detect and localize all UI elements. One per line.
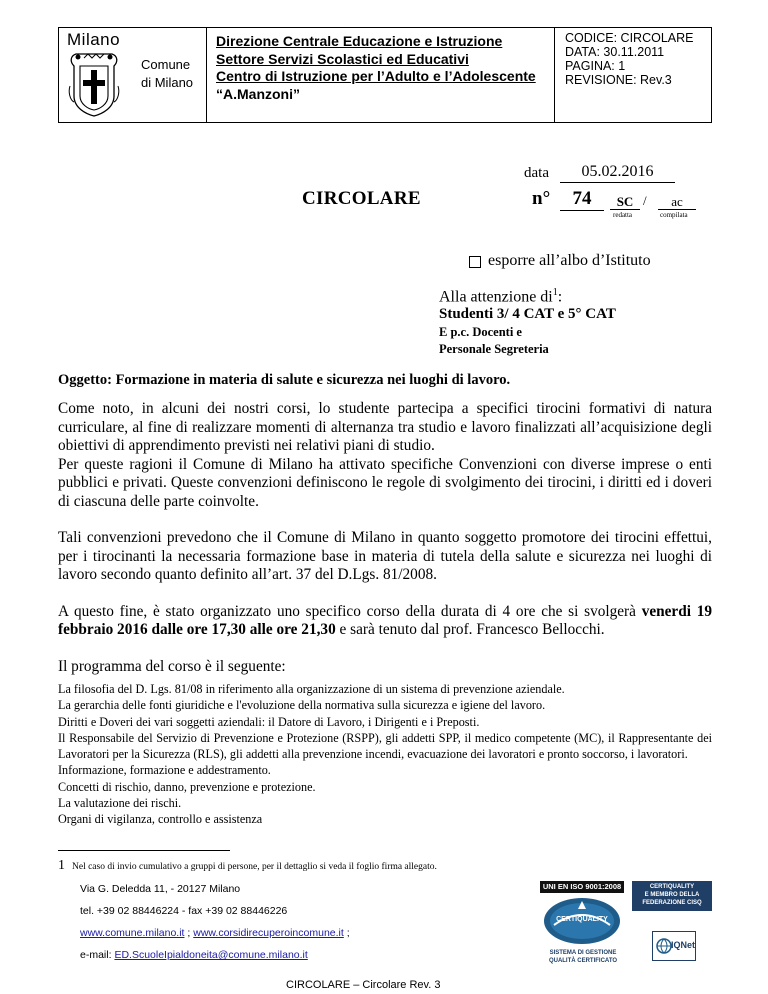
footnote-text: Nel caso di invio cumulativo a gruppi di persone, per il dettaglio si veda il foglio firma allegato. xyxy=(72,862,437,872)
footer-phone: tel. +39 02 88446224 - fax +39 02 88446226 xyxy=(80,905,288,917)
coat-of-arms-icon xyxy=(68,52,120,118)
course-date: venerdi 19 febbraio 2016 dalle ore 17,30 alle ore 21,30 xyxy=(58,602,713,638)
recipients-intro-colon: : xyxy=(557,288,563,306)
body-text xyxy=(58,400,712,676)
certification-logo xyxy=(540,881,712,978)
iqnet-globe-icon xyxy=(656,937,672,955)
org-line2: Settore Servizi Scolastici ed Educativi xyxy=(216,50,469,67)
comune-line2: di Milano xyxy=(141,75,194,90)
page-footer-label: CIRCOLARE – Circolare Rev. 3 xyxy=(286,979,441,991)
revisione-text: REVISIONE: Rev.3 xyxy=(565,73,672,87)
cert-sys-line1: SISTEMA DI GESTIONE xyxy=(549,950,617,956)
slash-separator: / xyxy=(643,193,647,208)
paragraph-4: Il programma del corso è il seguente: xyxy=(58,657,286,675)
codice-text: CODICE: CIRCOLARE xyxy=(565,31,694,45)
cert-name: CERTIQUALITY xyxy=(556,916,608,923)
number-value: 74 xyxy=(560,188,604,211)
programma-item: La filosofia del D. Lgs. 81/08 in riferimento alla organizzazione di un sistema di prevenzione aziendale. xyxy=(58,682,565,696)
compilata-value: ac xyxy=(658,194,696,210)
programma-list xyxy=(58,681,712,828)
iqnet-label: IQNet xyxy=(671,940,696,950)
recipients-intro-text: Alla attenzione di xyxy=(439,288,553,306)
cert-sys-line2: QUALITÀ CERTIFICATO xyxy=(548,958,618,964)
org-line3: Centro di Istruzione per l’Adulto e l’Adolescente xyxy=(216,68,536,84)
cert-member-line1: CERTIQUALITY xyxy=(649,884,695,890)
email-link[interactable]: ED.ScuoleIpialdoneita@comune.milano.it xyxy=(114,949,308,961)
oggetto: Oggetto: Formazione in materia di salute e sicurezza nei luoghi di lavoro. xyxy=(58,372,511,388)
cert-system-text xyxy=(540,949,626,965)
footer-links xyxy=(80,926,350,940)
header-box xyxy=(58,27,712,123)
recipients-segreteria: Personale Segreteria xyxy=(439,342,549,356)
redatta-label: redatta xyxy=(613,211,633,219)
redatta-value: SC xyxy=(610,194,640,210)
programma-item: Informazione, formazione e addestramento. xyxy=(58,763,271,778)
recipients-intro xyxy=(439,287,562,306)
paragraph-2: Tali convenzioni prevedono che il Comune di Milano in quanto soggetto promotore dei tirocini effettui, per i tirocinanti la necessaria formazione base in materia di tutela della salute e sicurezza nei luoghi di lavoro secondo quanto definito all’art. 37 del D.Lgs. 81/2008. xyxy=(58,529,712,583)
org-line4: “A.Manzoni” xyxy=(216,85,300,102)
org-line1: Direzione Centrale Educazione e Istruzione xyxy=(216,33,503,49)
programma-item: Organi di vigilanza, controllo e assistenza xyxy=(58,812,263,827)
programma-item: Il Responsabile del Servizio di Prevenzione e Protezione (RSPP), gli addetti SPP, il medico competente (MC), il Rappresentante dei Lavoratori per la Sicurezza (RLS), gli addetti alla prevenzione incendi, evacuazione dei lavoratori e pronto soccorso, i lavoratori. xyxy=(58,730,712,762)
programma-item: La gerarchia delle fonti giuridiche e l'evoluzione della normativa sulla sicurezza e igiene del lavoro. xyxy=(58,698,546,713)
number-label: n° xyxy=(532,188,551,209)
pagina-text: PAGINA: 1 xyxy=(565,59,626,73)
footnote-divider xyxy=(58,850,230,851)
footer-email-line xyxy=(80,948,350,962)
date-label: data xyxy=(524,165,549,181)
link-corsi[interactable]: www.corsidirecuperoincomune.it xyxy=(193,927,344,939)
paragraph-3-end: e sarà tenuto dal prof. Francesco Bellocchi. xyxy=(335,621,605,638)
paragraph-3 xyxy=(58,603,712,640)
date-value: 05.02.2016 xyxy=(560,162,675,183)
iqnet-logo xyxy=(652,931,696,961)
albo-checkbox[interactable] xyxy=(469,256,481,268)
programma-item: Concetti di rischio, danno, prevenzione e protezione. xyxy=(58,779,316,794)
albo-label: esporre all’albo d’Istituto xyxy=(488,252,651,269)
cert-uni-label: UNI EN ISO 9001:2008 xyxy=(540,881,624,893)
org-block xyxy=(216,33,536,103)
logo-cell xyxy=(59,28,207,122)
link-separator: ; xyxy=(184,927,194,939)
link-comune[interactable]: www.comune.milano.it xyxy=(80,927,185,939)
recipients-docenti: E p.c. Docenti e xyxy=(439,325,522,339)
footer-address: Via G. Deledda 11, - 20127 Milano xyxy=(80,883,241,895)
comune-line1: Comune xyxy=(141,57,191,72)
cert-member-line2: E MEMBRO DELLA xyxy=(644,892,700,898)
email-label: e-mail: xyxy=(80,949,115,961)
compilata-label: compilata xyxy=(660,211,688,219)
footnote-number: 1 xyxy=(58,858,65,873)
recipients-students: Studenti 3/ 4 CAT e 5° CAT xyxy=(439,306,616,322)
paragraph-1b: Per queste ragioni il Comune di Milano ha attivato specifiche Convenzioni con diverse imprese o enti pubblici e privati. Queste convenzioni definiscono le regole di svolgimento dei tirocini, i diritti ed i doveri di ciascuna delle parte coinvolte. xyxy=(58,455,712,510)
footer-contacts xyxy=(80,882,350,962)
doc-code-cell xyxy=(554,28,713,122)
cert-member-box xyxy=(632,881,712,911)
document-title: CIRCOLARE xyxy=(302,188,421,209)
footnote-ref: 1 xyxy=(552,287,558,298)
paragraph-1: Come noto, in alcuni dei nostri corsi, lo studente partecipa a specifici tirocini formativi di natura curriculare, al fine di realizzare momenti di alternanza tra studio e lavoro finalizzati all’acquisizione degli obiettivi di apprendimento previsti nei relativi piani di studio. xyxy=(58,400,712,454)
data-text: DATA: 30.11.2011 xyxy=(565,45,665,59)
paragraph-3-start: A questo fine, è stato organizzato uno specifico corso della durata di 4 ore che si svolgerà xyxy=(58,602,642,620)
comune-label xyxy=(141,56,193,92)
link-separator-end: ; xyxy=(343,927,350,939)
milano-wordmark: Milano xyxy=(67,30,121,49)
programma-item: Diritti e Doveri dei vari soggetti aziendali: il Datore di Lavoro, i Dirigenti e i Preposti. xyxy=(58,714,480,729)
programma-item: La valutazione dei rischi. xyxy=(58,796,182,811)
cert-member-line3: FEDERAZIONE CISQ xyxy=(642,900,702,906)
